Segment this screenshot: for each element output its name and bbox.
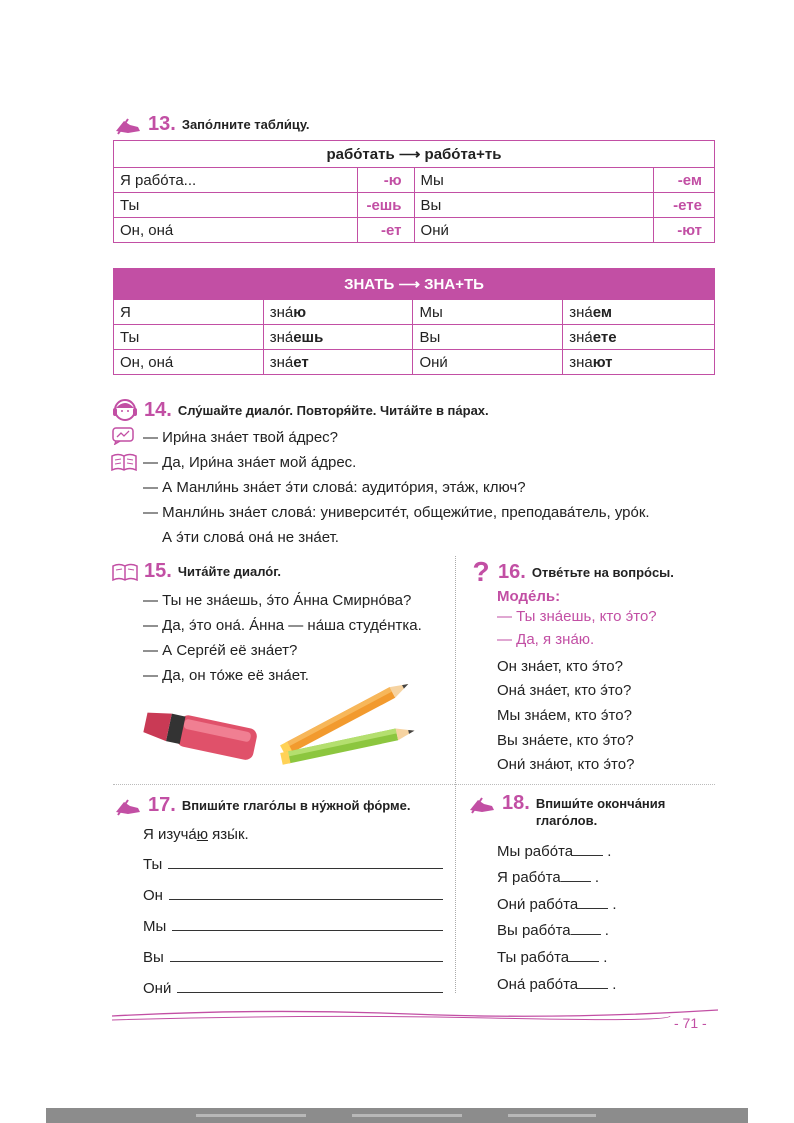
dialog-line: — Ири́на зна́ет твой а́дрес? <box>143 429 339 446</box>
row-divider <box>113 784 715 785</box>
fill-row <box>143 944 443 970</box>
verb-cell <box>563 325 715 350</box>
ex14-title: Слу́шайте диало́г. Повторя́йте. Чита́йте в па́рах. <box>177 402 489 418</box>
ex16-title: Отве́тьте на вопро́сы. <box>531 564 674 580</box>
verb-cell <box>263 300 413 325</box>
verb-ending: ет <box>293 353 309 371</box>
ex18-title: Впиши́те оконча́ния глаго́лов. <box>535 796 666 828</box>
table-znat-header: ЗНАТЬ ⟶ ЗНА+ТЬ <box>114 269 715 300</box>
table-cell: Вы <box>414 193 653 218</box>
ending-blank[interactable] <box>571 917 601 935</box>
example-sentence <box>143 822 249 847</box>
table-cell: Ты <box>114 325 264 350</box>
answer-blank[interactable] <box>170 944 443 962</box>
dialog-line: — Манли́нь зна́ет слова́: университе́т, общежи́тие, преподава́тель, уро́к. <box>143 504 650 521</box>
model-line: — Да, я зна́ю. <box>497 631 595 648</box>
pronoun-label: Ты <box>143 856 163 873</box>
fill-row <box>143 975 443 1001</box>
fill-row <box>143 851 443 877</box>
period: . <box>607 843 612 860</box>
marker-pen-icon <box>140 700 260 770</box>
verb-stem: зна́ <box>569 328 593 346</box>
ending-cell: -ю <box>357 168 414 193</box>
verb-ending: ем <box>592 303 612 321</box>
verb-stem: зна́ <box>269 353 294 371</box>
ex18-number: 18. <box>502 792 530 814</box>
dialog-line: — А Манли́нь зна́ет э́ти слова́: аудито́рия, эта́ж, ключ? <box>143 479 526 496</box>
table-row <box>114 325 715 350</box>
ending-blank[interactable] <box>578 971 608 989</box>
listening-head-icon <box>112 398 138 422</box>
footer-wave <box>110 1004 720 1026</box>
verb-stem-text: Они́ рабо́та <box>497 896 579 913</box>
writing-hand-icon <box>114 115 142 135</box>
ex16-number: 16. <box>498 560 526 583</box>
table-row <box>114 350 715 375</box>
period: . <box>594 869 600 886</box>
pronoun-label: Мы <box>143 918 167 935</box>
fill-row <box>143 882 443 908</box>
ending-blank[interactable] <box>573 838 603 856</box>
ending-blank[interactable] <box>578 891 608 909</box>
ending-row <box>497 917 609 943</box>
chat-icon <box>112 427 134 445</box>
example-start: Я изуча́ <box>143 826 197 843</box>
table-cell: Мы <box>413 300 563 325</box>
answer-blank[interactable] <box>172 913 443 931</box>
table-rabotat-header: рабо́тать ⟶ рабо́та+ть <box>114 141 715 168</box>
fill-row <box>143 913 443 939</box>
ex13-number: 13. <box>148 113 176 135</box>
model-label: Моде́ль: <box>497 588 561 605</box>
model-line: — Ты зна́ешь, кто э́то? <box>497 608 657 625</box>
question-line: Вы зна́ете, кто э́то? <box>497 732 634 749</box>
pencils-icon <box>272 675 422 770</box>
bottom-bar <box>46 1108 748 1123</box>
period: . <box>604 922 609 939</box>
ending-cell: -ет <box>357 218 414 243</box>
table-cell: Вы <box>413 325 563 350</box>
table-cell: Ты <box>114 193 358 218</box>
book-icon <box>111 453 137 471</box>
verb-cell <box>263 350 413 375</box>
table-cell: Он, она́ <box>114 218 358 243</box>
ex17-title: Впиши́те глаго́лы в ну́жной фо́рме. <box>181 798 411 813</box>
table-cell: Они́ <box>413 350 563 375</box>
verb-stem: зна́ <box>269 328 294 346</box>
verb-stem-text: Мы рабо́та <box>497 843 574 860</box>
ending-cell: -ешь <box>357 193 414 218</box>
verb-cell <box>563 350 715 375</box>
table-row <box>114 193 715 218</box>
ex14-heading <box>112 398 489 422</box>
ex15-title: Чита́йте диало́г. <box>177 564 281 579</box>
answer-blank[interactable] <box>169 882 443 900</box>
table-cell: Мы <box>414 168 653 193</box>
ending-row <box>497 838 611 864</box>
dialog-line: — Да, э́то она́. А́нна — на́ша студе́нтка. <box>143 617 422 634</box>
verb-cell <box>563 300 715 325</box>
table-row <box>114 300 715 325</box>
verb-stem-text: Вы рабо́та <box>497 922 571 939</box>
example-rest: язы́к. <box>208 826 249 843</box>
ending-row <box>497 891 617 917</box>
verb-stem: зна <box>569 353 593 371</box>
ending-cell: -ем <box>654 168 715 193</box>
ex13-heading <box>114 113 310 136</box>
writing-hand-icon <box>114 796 142 816</box>
dialog-line: — Да, он то́же её зна́ет. <box>143 667 309 684</box>
pronoun-label: Они́ <box>143 980 172 997</box>
table-row <box>114 168 715 193</box>
answer-blank[interactable] <box>168 851 443 869</box>
question-line: Мы зна́ем, кто э́то? <box>497 707 632 724</box>
verb-ending: ете <box>592 328 617 346</box>
example-ending: ю <box>196 826 208 843</box>
dialog-line: — А Серге́й её зна́ет? <box>143 642 298 659</box>
ex17-number: 17. <box>148 794 176 816</box>
column-divider <box>455 556 456 993</box>
dialog-line: — Ты не зна́ешь, э́то А́нна Смирно́ва? <box>143 592 412 609</box>
ending-cell: -ют <box>654 218 715 243</box>
dialog-line: А э́ти слова́ она́ не зна́ет. <box>162 529 339 546</box>
verb-stem: зна́ <box>569 303 593 321</box>
ending-row <box>497 864 599 890</box>
question-icon: ? <box>472 556 490 587</box>
pronoun-label: Он <box>143 887 163 904</box>
question-line: Она́ зна́ет, кто э́то? <box>497 682 632 699</box>
ending-row <box>497 971 616 997</box>
question-line: Он зна́ет, кто э́то? <box>497 658 623 675</box>
ex17-heading <box>114 794 411 817</box>
question-line: Они́ зна́ют, кто э́то? <box>497 756 635 773</box>
table-znat <box>113 268 715 375</box>
pronoun-label: Вы <box>143 949 164 966</box>
ending-row <box>497 944 607 970</box>
verb-stem-text: Ты рабо́та <box>497 949 570 966</box>
answer-blank[interactable] <box>177 975 443 993</box>
period: . <box>612 896 617 913</box>
ex14-number: 14. <box>144 398 172 421</box>
table-row <box>114 218 715 243</box>
verb-cell <box>263 325 413 350</box>
ex15-heading <box>112 560 281 583</box>
period: . <box>603 949 608 966</box>
table-cell: Я рабо́та... <box>114 168 358 193</box>
table-cell: Он, она́ <box>114 350 264 375</box>
table-cell: Я <box>114 300 264 325</box>
ending-blank[interactable] <box>569 944 599 962</box>
table-cell: Они́ <box>414 218 653 243</box>
writing-hand-icon <box>468 794 496 814</box>
period: . <box>612 976 617 993</box>
book-icon <box>112 563 138 581</box>
ex13-title: Запо́лните табли́цу. <box>181 117 310 132</box>
ex18-heading <box>468 792 706 829</box>
verb-stem-text: Она́ рабо́та <box>497 976 579 993</box>
verb-stem-text: Я рабо́та <box>497 869 561 886</box>
ending-blank[interactable] <box>561 864 591 882</box>
ending-cell: -ете <box>654 193 715 218</box>
page-number: - 71 - <box>674 1015 707 1031</box>
ex15-number: 15. <box>144 560 172 582</box>
dialog-line: — Да, Ири́на зна́ет мой а́дрес. <box>143 454 357 471</box>
verb-ending: ю <box>293 303 307 321</box>
verb-stem: зна́ <box>269 303 294 321</box>
table-rabotat <box>113 140 715 243</box>
verb-ending: ют <box>592 353 613 371</box>
verb-ending: ешь <box>293 328 324 346</box>
